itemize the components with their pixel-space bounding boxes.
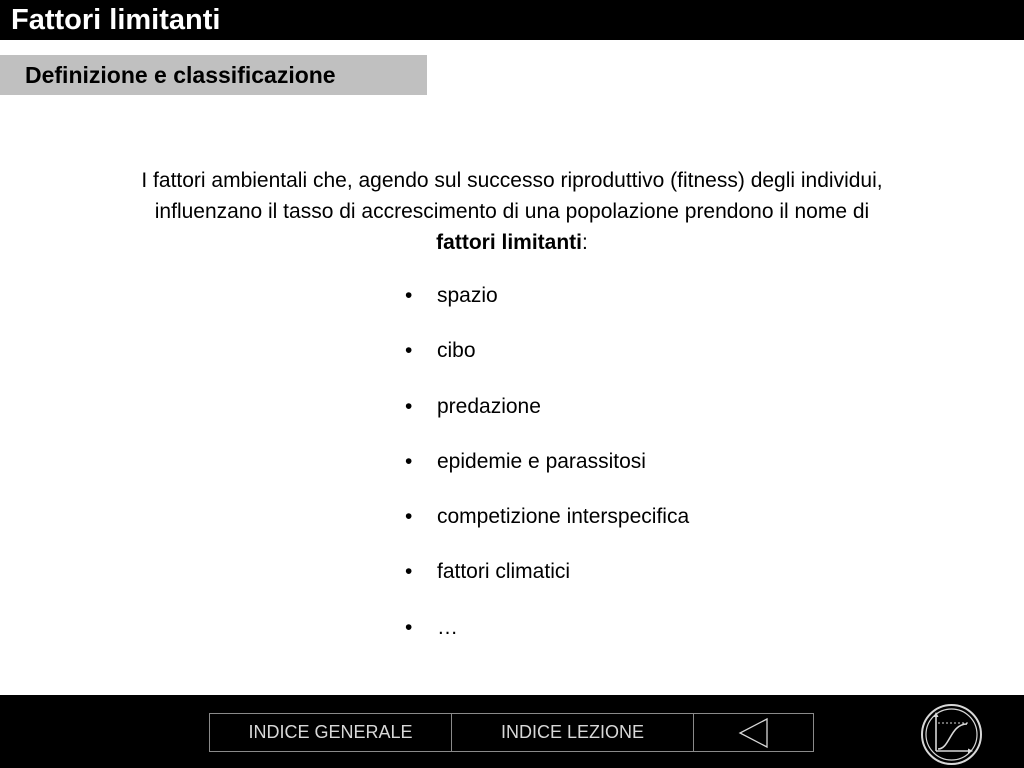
section-header — [0, 55, 427, 95]
growth-curve-icon[interactable] — [920, 703, 983, 766]
bullet-icon: • — [405, 505, 413, 529]
lesson-index-button[interactable]: INDICE LEZIONE — [452, 714, 694, 751]
triangle-left-icon — [737, 717, 771, 749]
intro-line-1: I fattori ambientali che, agendo sul successo riproduttivo (fitness) degli individui, — [141, 169, 883, 192]
bullet-icon: • — [405, 394, 413, 418]
bullet-icon: • — [405, 560, 413, 584]
list-item-label: predazione — [437, 394, 541, 418]
bullet-icon: • — [405, 615, 413, 639]
intro-line-2: influenzano il tasso di accrescimento di una popolazione prendono il nome di — [154, 200, 870, 223]
list-item — [404, 502, 689, 557]
list-item-label: competizione interspecifica — [437, 505, 690, 529]
back-button[interactable] — [694, 714, 813, 751]
intro-suffix: : — [582, 231, 588, 254]
list-item — [404, 557, 689, 612]
general-index-button[interactable]: INDICE GENERALE — [210, 714, 452, 751]
bullet-icon: • — [405, 449, 413, 473]
list-item-label: spazio — [437, 284, 498, 307]
title-bar — [0, 0, 1024, 40]
section-title: Definizione e classificazione — [25, 62, 336, 88]
intro-term: fattori limitanti — [436, 231, 582, 254]
list-item — [404, 336, 689, 391]
bullet-icon: • — [405, 339, 413, 363]
page-title: Fattori limitanti — [11, 4, 221, 36]
list-item — [404, 281, 689, 336]
list-item-label: … — [437, 615, 458, 639]
list-item-label: epidemie e parassitosi — [437, 449, 646, 473]
limiting-factors-list — [404, 281, 689, 668]
bullet-icon: • — [405, 284, 413, 307]
list-item — [404, 447, 689, 502]
list-item-label: fattori climatici — [437, 560, 571, 584]
list-item — [404, 392, 689, 447]
list-item-label: cibo — [437, 339, 476, 363]
list-item — [404, 613, 689, 668]
intro-paragraph — [40, 165, 984, 258]
footer-nav — [209, 713, 814, 752]
